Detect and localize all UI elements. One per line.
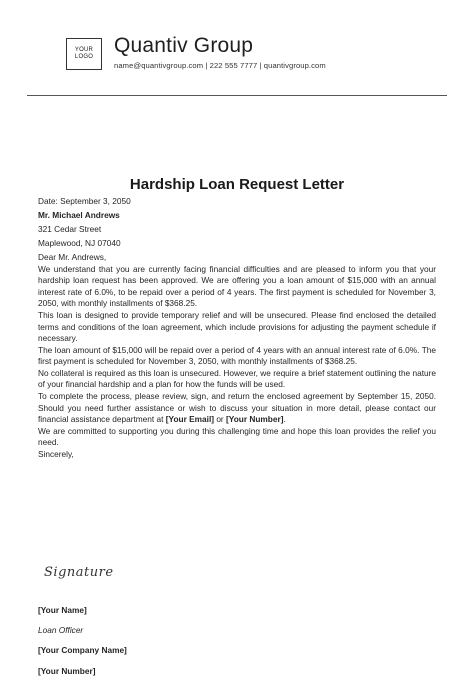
logo-text-line1: YOUR bbox=[74, 47, 94, 53]
paragraph-5-text: To complete the process, please review, sign, and return the enclosed agreement by September 15, 2050. Should you need further assistance or wish to discuss your situation in more detail, please contact our financial assistance department at bbox=[38, 391, 436, 425]
signature-block bbox=[38, 605, 127, 686]
company-name: Quantiv Group bbox=[114, 34, 254, 57]
letter-date: Date: September 3, 2050 bbox=[38, 196, 131, 206]
closing: Sincerely, bbox=[38, 449, 74, 460]
number-placeholder: [Your Number] bbox=[226, 414, 284, 425]
address-line-2: Maplewood, NJ 07040 bbox=[38, 237, 121, 248]
email-placeholder: [Your Email] bbox=[165, 414, 215, 425]
recipient-name: Mr. Michael Andrews bbox=[38, 209, 120, 220]
contact-info: name@quantivgroup.com | 222 555 7777 | quantivgroup.com bbox=[114, 61, 326, 70]
sender-company: [Your Company Name] bbox=[38, 645, 127, 656]
paragraph-2: This loan is designed to provide temporary relief and will be unsecured. Please find enclosed the detailed terms and conditions of the loan agreement, which include provisions for adjusting the payment schedule if necessary. bbox=[38, 309, 436, 344]
paragraph-1: We understand that you are currently facing financial difficulties and are pleased to inform you that your hardship loan request has been approved. We are offering you a loan amount of $15,000 with an annual interest rate of 6.0%, to be repaid over a period of 4 years. The first payment is scheduled for November 3, 2050, with monthly installments of $368.25. bbox=[38, 263, 436, 309]
sender-name: [Your Name] bbox=[38, 605, 87, 615]
header-divider bbox=[27, 95, 447, 96]
logo-text-line2: LOGO bbox=[74, 54, 94, 60]
paragraph-5 bbox=[38, 391, 436, 426]
letter-title: Hardship Loan Request Letter bbox=[129, 176, 345, 193]
address-line-1: 321 Cedar Street bbox=[38, 223, 102, 234]
logo-placeholder bbox=[66, 38, 102, 70]
letterhead bbox=[0, 0, 474, 96]
paragraph-3: The loan amount of $15,000 will be repaid over a period of 4 years with an annual interest rate of 6.0%. The first payment is scheduled for November 3, 2050, with monthly installments of $368.25. bbox=[38, 344, 436, 367]
sender-extra: [Your Number] bbox=[38, 665, 96, 676]
letter-body bbox=[38, 196, 436, 461]
salutation: Dear Mr. Andrews, bbox=[38, 251, 107, 262]
paragraph-5-end: . bbox=[283, 414, 286, 425]
paragraph-5-or: or bbox=[214, 414, 227, 425]
sender-title: Loan Officer bbox=[38, 625, 84, 636]
paragraph-6: We are committed to supporting you during this challenging time and hope this loan provides the relief you need. bbox=[38, 425, 436, 448]
signature: Signature bbox=[44, 565, 114, 580]
paragraph-4: No collateral is required as this loan is unsecured. However, we require a brief statement outlining the nature of your financial hardship and a plan for how the funds will be used. bbox=[38, 367, 437, 390]
